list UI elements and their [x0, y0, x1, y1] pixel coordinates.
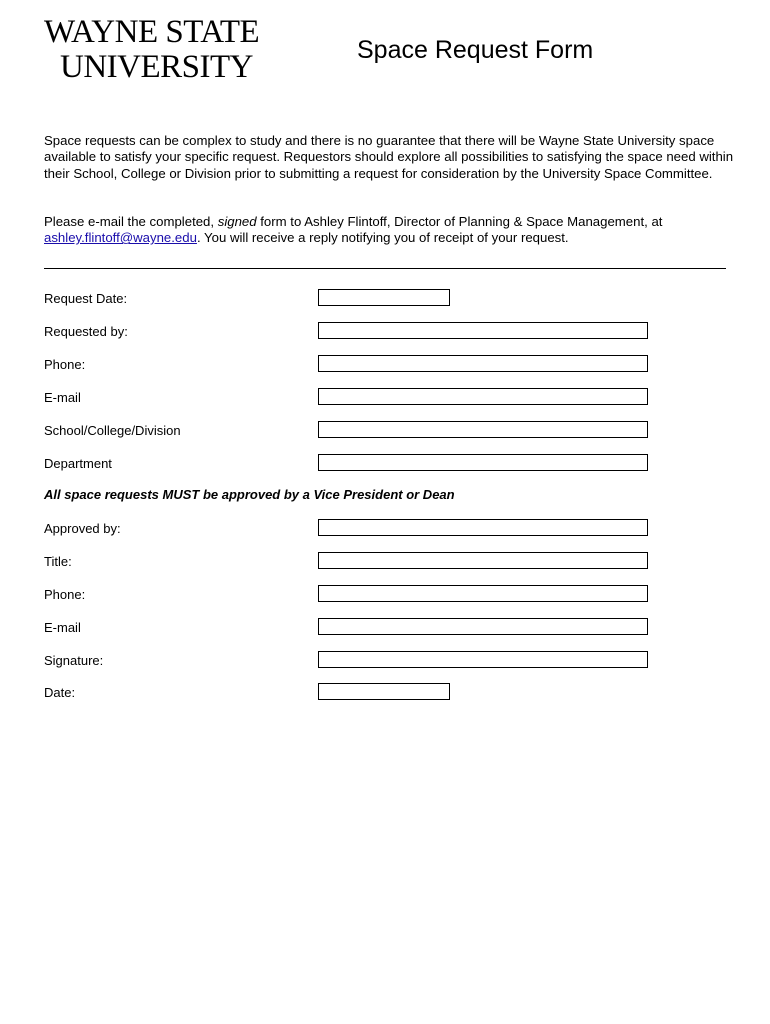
form-row-requested-by	[44, 322, 684, 342]
form-row-request-date	[44, 289, 684, 309]
requested-by-field[interactable]	[318, 322, 648, 339]
approver-phone-field[interactable]	[318, 585, 648, 602]
form-row-approver-email	[44, 618, 684, 638]
requester-email-field[interactable]	[318, 388, 648, 405]
approver-email-field[interactable]	[318, 618, 648, 635]
signature-label: Signature:	[44, 653, 104, 668]
instructions-emphasis: signed	[217, 214, 257, 229]
form-row-approver-phone	[44, 585, 684, 605]
approval-notice: All space requests MUST be approved by a Vice President or Dean	[44, 487, 455, 502]
form-row-approval-date	[44, 683, 684, 703]
form-row-department	[44, 454, 684, 474]
instructions-middle: form to Ashley Flintoff, Director of Planning & Space Management, at	[256, 214, 663, 229]
approver-phone-label: Phone:	[44, 587, 86, 602]
form-row-requester-phone	[44, 355, 684, 375]
form-row-school	[44, 421, 684, 441]
school-field[interactable]	[318, 421, 648, 438]
approval-date-field[interactable]	[318, 683, 450, 700]
request-date-field[interactable]	[318, 289, 450, 306]
approved-by-field[interactable]	[318, 519, 648, 536]
section-divider	[44, 268, 726, 269]
approver-title-field[interactable]	[318, 552, 648, 569]
instructions-after: . You will receive a reply notifying you of receipt of your request.	[196, 230, 569, 246]
logo-line-2: UNIVERSITY	[60, 49, 253, 85]
request-date-label: Request Date:	[44, 291, 128, 306]
approved-by-label: Approved by:	[44, 521, 121, 536]
form-row-title	[44, 552, 684, 572]
requester-email-label: E-mail	[44, 390, 81, 405]
intro-paragraph: Space requests can be complex to study and there is no guarantee that there will be Wayne State University space available to satisfy your specific request. Requestors should explore all possibilities to satisfying the space need within their School, College or Division prior to submitting a request for consideration by the University Space Committee.	[44, 133, 734, 181]
email-link[interactable]: ashley.flintoff@wayne.edu	[44, 230, 197, 246]
signature-field[interactable]	[318, 651, 648, 668]
requester-phone-field[interactable]	[318, 355, 648, 372]
form-row-approved-by	[44, 519, 684, 539]
school-label: School/College/Division	[44, 423, 181, 438]
logo-line-1: WAYNE STATE	[44, 14, 260, 50]
page-title: Space Request Form	[357, 36, 594, 64]
department-field[interactable]	[318, 454, 648, 471]
instructions-before: Please e-mail the completed,	[44, 214, 218, 229]
department-label: Department	[44, 456, 112, 471]
instructions-paragraph	[44, 214, 734, 247]
form-row-signature	[44, 651, 684, 671]
form-row-requester-email	[44, 388, 684, 408]
approver-title-label: Title:	[44, 554, 72, 569]
requested-by-label: Requested by:	[44, 324, 128, 339]
requester-phone-label: Phone:	[44, 357, 86, 372]
approver-email-label: E-mail	[44, 620, 81, 635]
wayne-state-logo	[44, 14, 260, 85]
approval-date-label: Date:	[44, 685, 76, 700]
